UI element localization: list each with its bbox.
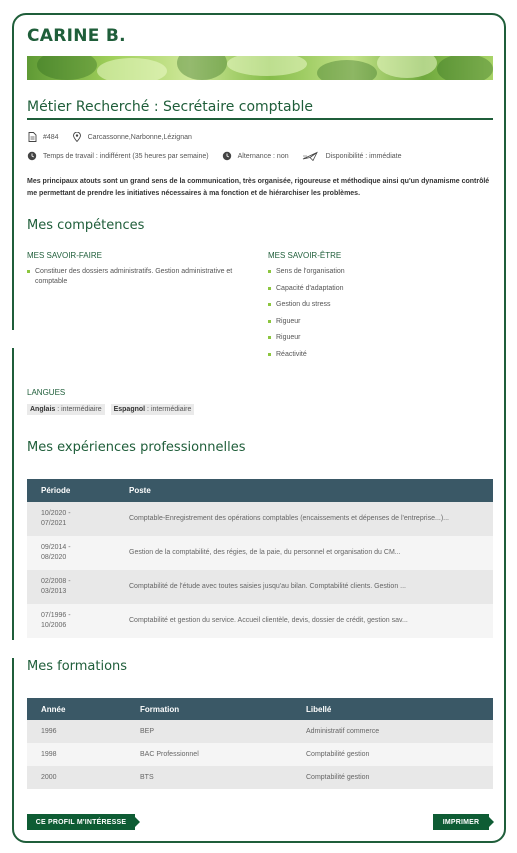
libelle-cell: Administratif commerce [292,720,493,743]
profile-summary: Mes principaux atouts sont un grand sens de la communication, très organisée, rigoureuse et méthodique ainsi qu'un dynamisme contrôlé me permettant de prendre les initiatives nécessaires à ma fonction et de hiérarchiser les problèmes. [27,178,490,197]
column-header: Libellé [292,698,493,720]
languages-list [27,404,200,415]
document-icon [27,132,37,142]
period-cell: 02/2008 - 03/2013 [27,570,115,604]
location-pin-icon [72,132,82,142]
experiences-table [27,479,493,638]
skills-heading: Mes compétences [27,218,145,233]
poste-cell: Comptabilité et gestion du service. Accueil clientèle, devis, dossier de crédit, gestion sav... [115,604,493,638]
list-item: Sens de l'organisation [268,267,488,284]
column-header: Poste [115,479,493,502]
list-item: Gestion du stress [268,300,488,317]
alternance: Alternance : non [237,152,289,160]
languages-heading: LANGUES [27,388,66,397]
poste-cell: Comptable-Enregistrement des opérations comptables (encaissements et dépenses de l'entreprise...)... [115,502,493,536]
meta-row-1 [27,132,205,142]
availability: Disponibilité : immédiate [325,152,402,160]
savoir-faire-list [27,267,252,287]
annee-cell: 1998 [27,743,126,766]
list-item: Rigueur [268,333,488,350]
experiences-heading: Mes expériences professionnelles [27,440,246,455]
savoir-etre-list [268,267,488,367]
print-button[interactable]: IMPRIMER [433,814,489,830]
table-row[interactable] [27,570,493,604]
libelle-cell: Comptabilité gestion [292,766,493,789]
savoir-faire-heading: MES SAVOIR-FAIRE [27,251,102,260]
table-header-row [27,698,493,720]
clock-icon [27,151,37,161]
table-row[interactable] [27,502,493,536]
table-row[interactable] [27,536,493,570]
job-title: Métier Recherché : Secrétaire comptable [27,99,314,115]
list-item: Rigueur [268,317,488,334]
formations-table [27,698,493,789]
libelle-cell: Comptabilité gestion [292,743,493,766]
formations-heading: Mes formations [27,659,128,674]
period-cell: 09/2014 - 08/2020 [27,536,115,570]
title-divider [27,118,493,120]
meta-row-2 [27,151,414,161]
column-header: Année [27,698,126,720]
frame-gap [10,640,14,658]
savoir-etre-heading: MES SAVOIR-ÊTRE [268,251,342,260]
table-row[interactable] [27,743,493,766]
interest-button[interactable]: CE PROFIL M'INTÉRESSE [27,814,135,830]
poste-cell: Comptabilité de l'étude avec toutes saisies jusqu'au bilan. Comptabilité clients. Gestion ... [115,570,493,604]
formation-cell: BAC Professionnel [126,743,292,766]
annee-cell: 1996 [27,720,126,743]
formation-cell: BEP [126,720,292,743]
frame-gap [10,330,14,348]
list-item: Réactivité [268,350,488,367]
profile-location: Carcassonne,Narbonne,Lézignan [87,133,192,141]
candidate-name: CARINE B. [27,26,126,46]
table-header-row [27,479,493,502]
table-row[interactable] [27,604,493,638]
poste-cell: Gestion de la comptabilité, des régies, de la paie, du personnel et organisation du CM... [115,536,493,570]
annee-cell: 2000 [27,766,126,789]
leaves-banner-image [27,56,493,80]
list-item: Capacité d'adaptation [268,284,488,301]
work-time: Temps de travail : indifférent (35 heures par semaine) [43,152,209,160]
table-row[interactable] [27,766,493,789]
clock-icon [222,151,232,161]
plane-icon [302,151,320,161]
period-cell: 10/2020 - 07/2021 [27,502,115,536]
language-tag: Espagnol : intermédiaire [111,404,195,415]
column-header: Formation [126,698,292,720]
formation-cell: BTS [126,766,292,789]
column-header: Période [27,479,115,502]
profile-ref: #484 [43,133,59,141]
list-item: Constituer des dossiers administratifs. Gestion administrative et comptable [27,267,252,287]
language-tag: Anglais : intermédiaire [27,404,105,415]
table-row[interactable] [27,720,493,743]
period-cell: 07/1996 - 10/2006 [27,604,115,638]
